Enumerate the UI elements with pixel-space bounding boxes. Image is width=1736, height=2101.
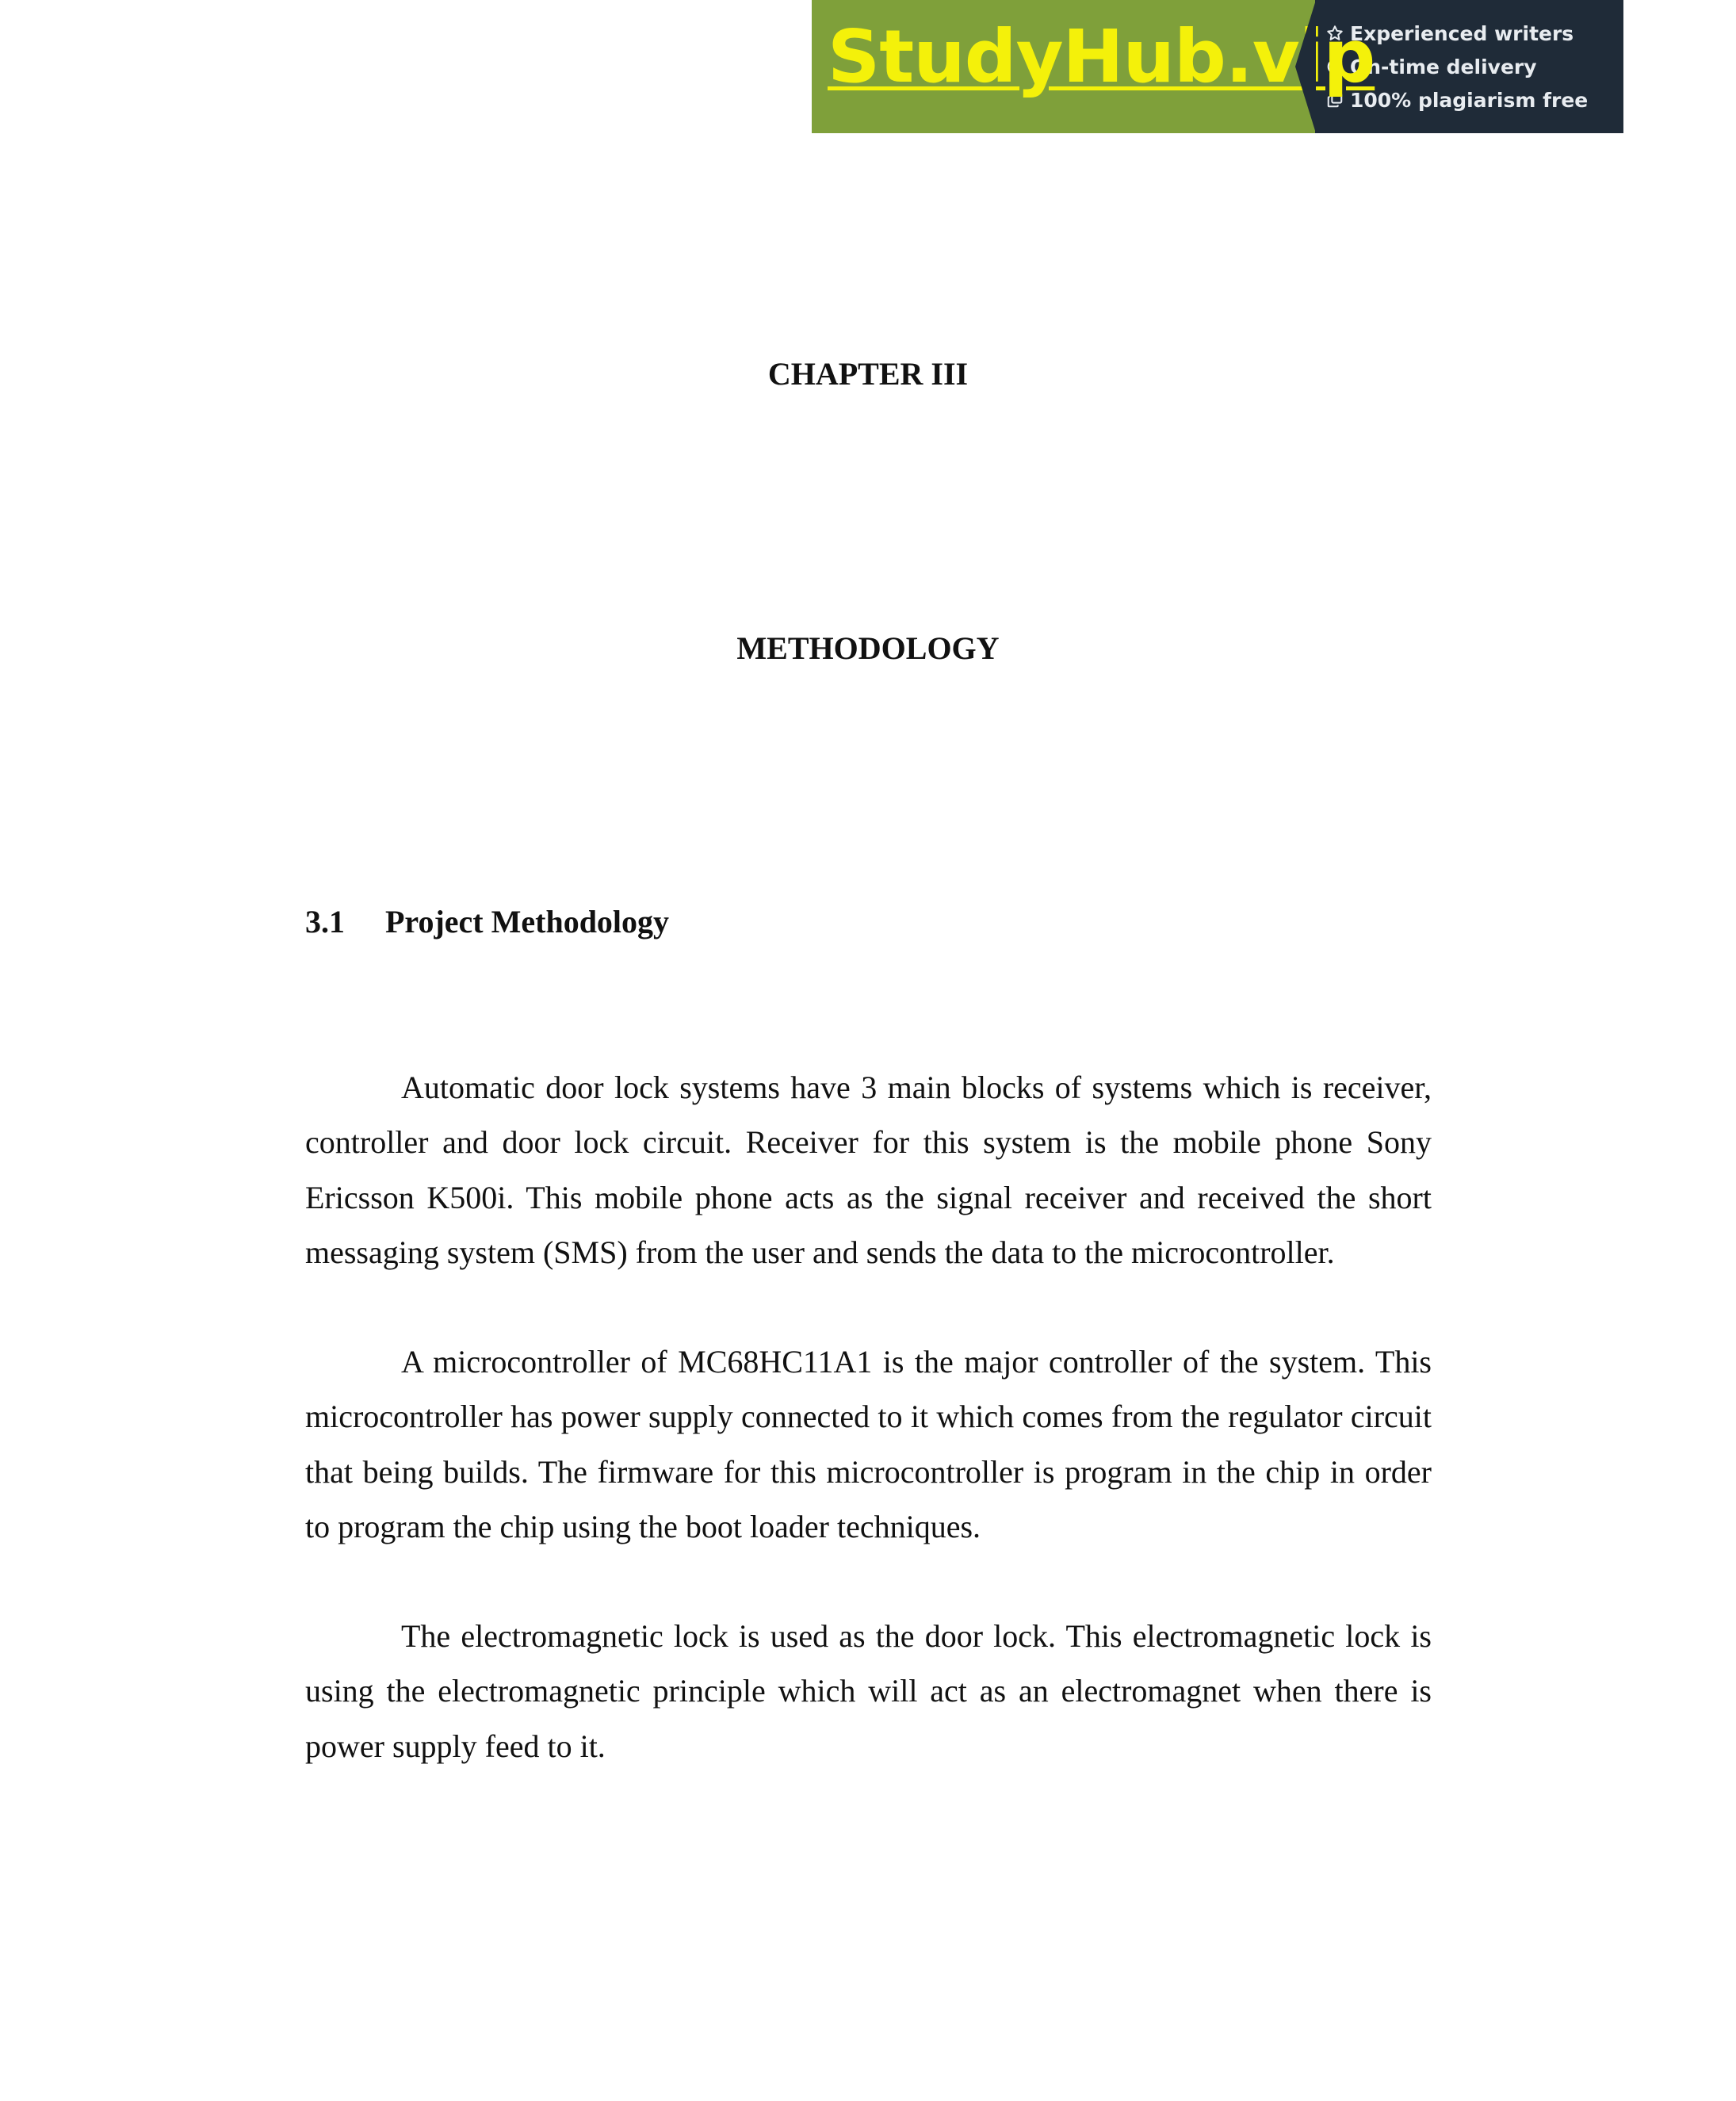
body-paragraph: Automatic door lock systems have 3 main blocks of systems which is receiver, controller and door lock circuit. Receiver for this system is the mobile phone Sony Ericsson K500i. This mobile phone acts as the signal receiver and received the short messaging system (SMS) from the user and sends the data to the microcontroller. — [305, 1070, 1432, 1270]
ad-feature-label: 100% plagiarism free — [1350, 88, 1589, 112]
chapter-title: METHODOLOGY — [736, 630, 1000, 666]
ad-feature-label: On-time delivery — [1350, 55, 1537, 78]
section-title: Project Methodology — [385, 904, 670, 940]
chapter-label: CHAPTER III — [767, 356, 969, 392]
studyhub-logo[interactable]: StudyHub.vip — [828, 14, 1375, 99]
ad-feature-label: Experienced writers — [1350, 21, 1574, 45]
section-number: 3.1 — [305, 904, 345, 940]
ad-banner[interactable] — [812, 0, 1623, 133]
ad-brand-panel[interactable] — [812, 0, 1375, 133]
body-paragraph: The electromagnetic lock is used as the door lock. This electromagnetic lock is using the electromagnetic principle which will act as an electromagnet when there is power supply feed to it. — [305, 1618, 1432, 1764]
body-paragraph: A microcontroller of MC68HC11A1 is the major controller of the system. This microcontroller has power supply connected to it which comes from the regulator circuit that being builds. The firmware for this microcontroller is program in the chip in order to program the chip using the boot loader techniques. — [305, 1344, 1432, 1544]
section-heading — [305, 906, 669, 938]
